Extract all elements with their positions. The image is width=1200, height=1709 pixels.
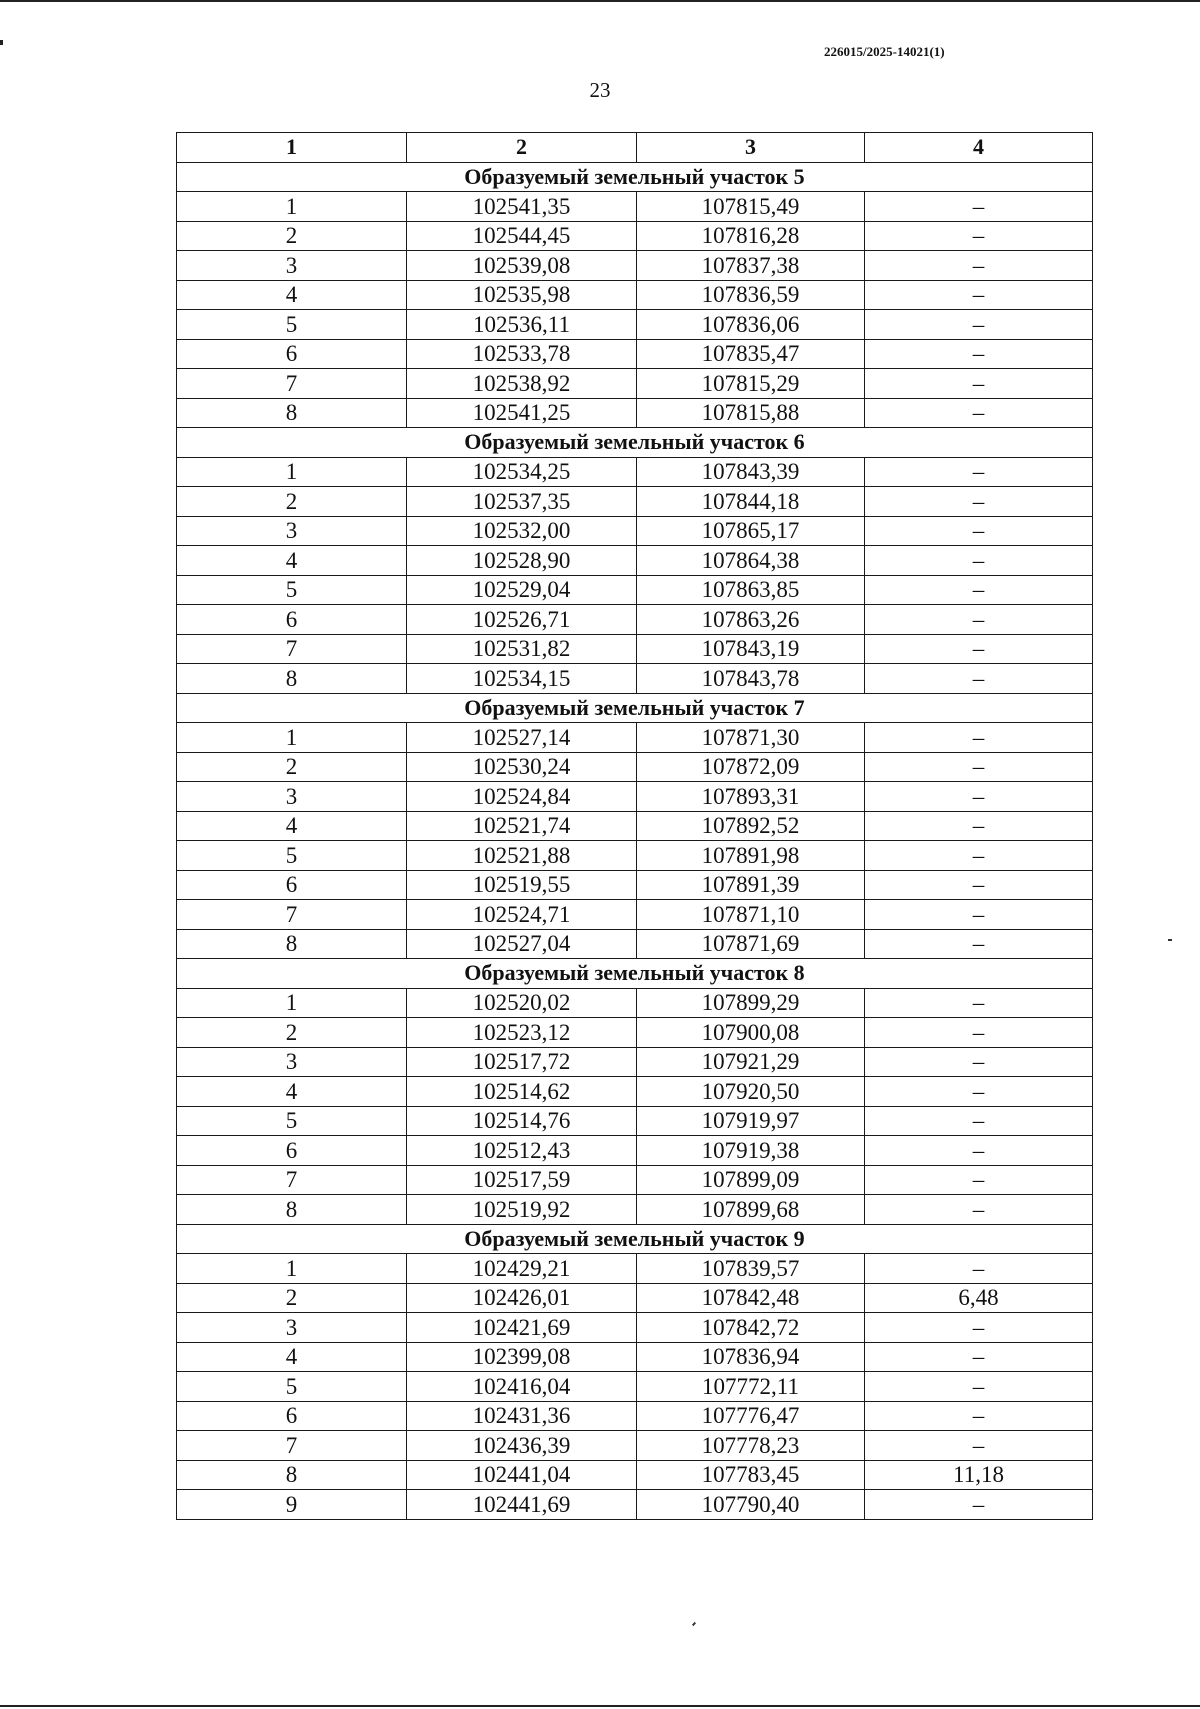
column-header: 1 [177,133,407,163]
y-coordinate-cell: 107891,98 [637,841,865,871]
table-row [177,1136,1093,1166]
value-cell: – [865,339,1093,369]
scan-edge-top [0,0,1200,2]
x-coordinate-cell: 102426,01 [407,1283,637,1313]
table-row [177,457,1093,487]
x-coordinate-cell: 102528,90 [407,546,637,576]
value-cell: – [865,1018,1093,1048]
value-cell: – [865,1401,1093,1431]
table-row [177,1195,1093,1225]
y-coordinate-cell: 107899,09 [637,1165,865,1195]
value-cell: – [865,1047,1093,1077]
table-row [177,664,1093,694]
y-coordinate-cell: 107921,29 [637,1047,865,1077]
table-row [177,1018,1093,1048]
x-coordinate-cell: 102421,69 [407,1313,637,1343]
table-row [177,192,1093,222]
x-coordinate-cell: 102512,43 [407,1136,637,1166]
point-number-cell: 4 [177,811,407,841]
table-row [177,1342,1093,1372]
y-coordinate-cell: 107843,19 [637,634,865,664]
scan-edge-bottom [0,1705,1200,1707]
y-coordinate-cell: 107899,68 [637,1195,865,1225]
x-coordinate-cell: 102537,35 [407,487,637,517]
y-coordinate-cell: 107891,39 [637,870,865,900]
point-number-cell: 6 [177,339,407,369]
value-cell: – [865,900,1093,930]
point-number-cell: 6 [177,605,407,635]
point-number-cell: 2 [177,1283,407,1313]
table-row [177,1313,1093,1343]
table-row [177,1047,1093,1077]
table-row [177,1431,1093,1461]
point-number-cell: 3 [177,1313,407,1343]
value-cell: – [865,251,1093,281]
table-row [177,369,1093,399]
table-row [177,487,1093,517]
point-number-cell: 4 [177,546,407,576]
value-cell: – [865,1195,1093,1225]
scan-speck [692,1622,696,1626]
point-number-cell: 6 [177,1136,407,1166]
x-coordinate-cell: 102521,88 [407,841,637,871]
point-number-cell: 7 [177,1431,407,1461]
x-coordinate-cell: 102530,24 [407,752,637,782]
x-coordinate-cell: 102536,11 [407,310,637,340]
table-row [177,310,1093,340]
value-cell: – [865,280,1093,310]
x-coordinate-cell: 102541,25 [407,398,637,428]
table-row [177,929,1093,959]
y-coordinate-cell: 107778,23 [637,1431,865,1461]
section-title: Образуемый земельный участок 6 [177,428,1093,458]
point-number-cell: 5 [177,575,407,605]
table-row [177,988,1093,1018]
y-coordinate-cell: 107815,49 [637,192,865,222]
x-coordinate-cell: 102527,14 [407,723,637,753]
y-coordinate-cell: 107836,59 [637,280,865,310]
y-coordinate-cell: 107776,47 [637,1401,865,1431]
coordinates-table [176,132,1093,1520]
y-coordinate-cell: 107815,88 [637,398,865,428]
value-cell: – [865,1136,1093,1166]
point-number-cell: 7 [177,634,407,664]
x-coordinate-cell: 102535,98 [407,280,637,310]
table-row [177,575,1093,605]
point-number-cell: 3 [177,782,407,812]
value-cell: – [865,1254,1093,1284]
value-cell: – [865,1431,1093,1461]
y-coordinate-cell: 107872,09 [637,752,865,782]
y-coordinate-cell: 107842,72 [637,1313,865,1343]
x-coordinate-cell: 102533,78 [407,339,637,369]
point-number-cell: 6 [177,1401,407,1431]
value-cell: – [865,1077,1093,1107]
header-row [177,133,1093,163]
section-header-row [177,1224,1093,1254]
point-number-cell: 1 [177,723,407,753]
table-row [177,1077,1093,1107]
point-number-cell: 7 [177,900,407,930]
point-number-cell: 8 [177,398,407,428]
x-coordinate-cell: 102544,45 [407,221,637,251]
point-number-cell: 5 [177,841,407,871]
point-number-cell: 2 [177,1018,407,1048]
table-row [177,752,1093,782]
value-cell: – [865,1490,1093,1520]
table-row [177,1401,1093,1431]
value-cell: – [865,929,1093,959]
x-coordinate-cell: 102539,08 [407,251,637,281]
point-number-cell: 8 [177,929,407,959]
section-header-row [177,162,1093,192]
scan-speck [1168,939,1172,941]
table-row [177,546,1093,576]
point-number-cell: 1 [177,192,407,222]
x-coordinate-cell: 102436,39 [407,1431,637,1461]
x-coordinate-cell: 102524,84 [407,782,637,812]
point-number-cell: 1 [177,457,407,487]
point-number-cell: 8 [177,1460,407,1490]
y-coordinate-cell: 107871,69 [637,929,865,959]
x-coordinate-cell: 102441,69 [407,1490,637,1520]
value-cell: – [865,310,1093,340]
value-cell: 6,48 [865,1283,1093,1313]
y-coordinate-cell: 107815,29 [637,369,865,399]
x-coordinate-cell: 102521,74 [407,811,637,841]
point-number-cell: 4 [177,280,407,310]
y-coordinate-cell: 107790,40 [637,1490,865,1520]
table-row [177,1254,1093,1284]
value-cell: – [865,752,1093,782]
value-cell: – [865,811,1093,841]
table-row [177,280,1093,310]
column-header: 4 [865,133,1093,163]
scan-speck [0,40,3,45]
y-coordinate-cell: 107899,29 [637,988,865,1018]
x-coordinate-cell: 102517,72 [407,1047,637,1077]
value-cell: – [865,723,1093,753]
table-row [177,870,1093,900]
point-number-cell: 3 [177,1047,407,1077]
value-cell: – [865,1165,1093,1195]
y-coordinate-cell: 107864,38 [637,546,865,576]
y-coordinate-cell: 107783,45 [637,1460,865,1490]
table-body [177,162,1093,1519]
x-coordinate-cell: 102534,25 [407,457,637,487]
y-coordinate-cell: 107919,97 [637,1106,865,1136]
table-row [177,811,1093,841]
table-row [177,605,1093,635]
x-coordinate-cell: 102519,55 [407,870,637,900]
table-row [177,339,1093,369]
y-coordinate-cell: 107893,31 [637,782,865,812]
table-row [177,1283,1093,1313]
x-coordinate-cell: 102399,08 [407,1342,637,1372]
point-number-cell: 7 [177,1165,407,1195]
point-number-cell: 8 [177,1195,407,1225]
table-row [177,634,1093,664]
y-coordinate-cell: 107836,94 [637,1342,865,1372]
x-coordinate-cell: 102441,04 [407,1460,637,1490]
y-coordinate-cell: 107844,18 [637,487,865,517]
x-coordinate-cell: 102527,04 [407,929,637,959]
y-coordinate-cell: 107772,11 [637,1372,865,1402]
value-cell: – [865,516,1093,546]
y-coordinate-cell: 107865,17 [637,516,865,546]
table-row [177,1490,1093,1520]
section-title: Образуемый земельный участок 9 [177,1224,1093,1254]
value-cell: – [865,1106,1093,1136]
x-coordinate-cell: 102526,71 [407,605,637,635]
x-coordinate-cell: 102429,21 [407,1254,637,1284]
y-coordinate-cell: 107871,10 [637,900,865,930]
value-cell: – [865,192,1093,222]
table-row [177,1460,1093,1490]
point-number-cell: 2 [177,221,407,251]
x-coordinate-cell: 102524,71 [407,900,637,930]
value-cell: – [865,1372,1093,1402]
x-coordinate-cell: 102541,35 [407,192,637,222]
table-row [177,723,1093,753]
x-coordinate-cell: 102519,92 [407,1195,637,1225]
point-number-cell: 2 [177,752,407,782]
y-coordinate-cell: 107919,38 [637,1136,865,1166]
section-title: Образуемый земельный участок 8 [177,959,1093,989]
table-row [177,221,1093,251]
y-coordinate-cell: 107892,52 [637,811,865,841]
table-row [177,251,1093,281]
point-number-cell: 5 [177,1372,407,1402]
x-coordinate-cell: 102531,82 [407,634,637,664]
value-cell: 11,18 [865,1460,1093,1490]
x-coordinate-cell: 102532,00 [407,516,637,546]
x-coordinate-cell: 102514,76 [407,1106,637,1136]
x-coordinate-cell: 102529,04 [407,575,637,605]
value-cell: – [865,457,1093,487]
value-cell: – [865,841,1093,871]
table-row [177,841,1093,871]
point-number-cell: 5 [177,1106,407,1136]
table-row [177,398,1093,428]
value-cell: – [865,634,1093,664]
value-cell: – [865,1313,1093,1343]
y-coordinate-cell: 107843,39 [637,457,865,487]
table-row [177,1106,1093,1136]
value-cell: – [865,605,1093,635]
point-number-cell: 5 [177,310,407,340]
value-cell: – [865,221,1093,251]
page-number: 23 [589,78,611,102]
y-coordinate-cell: 107920,50 [637,1077,865,1107]
y-coordinate-cell: 107871,30 [637,723,865,753]
y-coordinate-cell: 107900,08 [637,1018,865,1048]
section-header-row [177,693,1093,723]
point-number-cell: 2 [177,487,407,517]
point-number-cell: 8 [177,664,407,694]
y-coordinate-cell: 107839,57 [637,1254,865,1284]
point-number-cell: 4 [177,1342,407,1372]
y-coordinate-cell: 107842,48 [637,1283,865,1313]
point-number-cell: 1 [177,1254,407,1284]
value-cell: – [865,664,1093,694]
point-number-cell: 3 [177,251,407,281]
section-title: Образуемый земельный участок 7 [177,693,1093,723]
column-header: 3 [637,133,865,163]
value-cell: – [865,575,1093,605]
table-row [177,900,1093,930]
value-cell: – [865,546,1093,576]
value-cell: – [865,988,1093,1018]
table-row [177,1372,1093,1402]
table-row [177,782,1093,812]
y-coordinate-cell: 107843,78 [637,664,865,694]
column-header: 2 [407,133,637,163]
y-coordinate-cell: 107835,47 [637,339,865,369]
y-coordinate-cell: 107863,26 [637,605,865,635]
value-cell: – [865,487,1093,517]
y-coordinate-cell: 107863,85 [637,575,865,605]
x-coordinate-cell: 102538,92 [407,369,637,399]
x-coordinate-cell: 102520,02 [407,988,637,1018]
value-cell: – [865,369,1093,399]
section-header-row [177,428,1093,458]
x-coordinate-cell: 102534,15 [407,664,637,694]
x-coordinate-cell: 102523,12 [407,1018,637,1048]
point-number-cell: 4 [177,1077,407,1107]
section-header-row [177,959,1093,989]
point-number-cell: 9 [177,1490,407,1520]
y-coordinate-cell: 107837,38 [637,251,865,281]
point-number-cell: 1 [177,988,407,1018]
point-number-cell: 7 [177,369,407,399]
x-coordinate-cell: 102416,04 [407,1372,637,1402]
section-title: Образуемый земельный участок 5 [177,162,1093,192]
table-row [177,1165,1093,1195]
point-number-cell: 3 [177,516,407,546]
value-cell: – [865,870,1093,900]
y-coordinate-cell: 107816,28 [637,221,865,251]
x-coordinate-cell: 102514,62 [407,1077,637,1107]
x-coordinate-cell: 102431,36 [407,1401,637,1431]
table-row [177,516,1093,546]
value-cell: – [865,398,1093,428]
y-coordinate-cell: 107836,06 [637,310,865,340]
point-number-cell: 6 [177,870,407,900]
value-cell: – [865,1342,1093,1372]
document-id: 226015/2025-14021(1) [824,44,945,59]
x-coordinate-cell: 102517,59 [407,1165,637,1195]
value-cell: – [865,782,1093,812]
